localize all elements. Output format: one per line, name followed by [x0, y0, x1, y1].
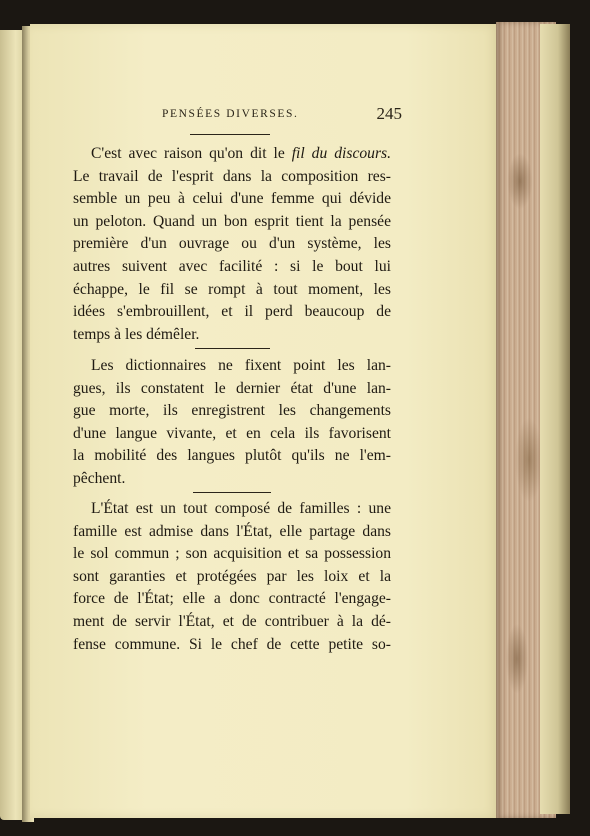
running-head: PENSÉES DIVERSES.	[162, 108, 299, 120]
text-line: échappe, le fil se rompt à tout moment, les	[73, 280, 391, 298]
page-header	[162, 104, 402, 128]
text-line: ment de servir l'État, et de contribuer à la dé-	[73, 612, 391, 630]
text-line: gue morte, ils enregistrent les changements	[73, 402, 391, 420]
text-line: pêchent.	[73, 469, 126, 487]
section-divider	[195, 348, 270, 349]
paragraph-etat	[73, 498, 391, 656]
italic-phrase: fil du discours.	[291, 145, 391, 162]
text-line: idées s'embrouillent, et il perd beaucoup de	[73, 303, 391, 321]
paragraph-fil-du-discours	[73, 143, 391, 346]
text-line: un peloton. Quand un bon esprit tient la pensée	[73, 212, 391, 230]
text-line: la mobilité des langues plutôt qu'ils ne l'em-	[73, 447, 391, 465]
book-cover-edge	[540, 24, 570, 814]
text-line: L'État est un tout composé de familles : une	[91, 500, 391, 517]
text-line: gues, ils constatent le dernier état d'une lan-	[73, 379, 391, 397]
text-line: d'une langue vivante, et en cela ils favorisent	[73, 424, 391, 442]
text-line: semble un peu à celui d'une femme qui dévide	[73, 190, 391, 208]
text-line: première d'un ouvrage ou d'un système, les	[73, 235, 391, 253]
text-line: C'est avec raison qu'on dit le fil du discours.	[91, 145, 391, 162]
page-number: 245	[376, 104, 402, 123]
text-line: sont garanties et protégées par les loix et la	[73, 567, 391, 585]
text-line: autres suivent avec facilité : si le bout lui	[73, 257, 391, 275]
text-line: force de l'État; elle a donc contracté l'engage-	[73, 590, 391, 608]
text-line: Les dictionnaires ne fixent point les lan-	[91, 357, 391, 374]
text-line: temps à les démêler.	[73, 325, 200, 343]
section-divider	[193, 492, 271, 493]
text-line: fense commune. Si le chef de cette petite so-	[73, 635, 391, 653]
text-line: le sol commun ; son acquisition et sa possession	[73, 545, 391, 563]
paragraph-dictionnaires	[73, 355, 391, 491]
text-line: Le travail de l'esprit dans la composition res-	[73, 167, 391, 185]
text-line: famille est admise dans l'État, elle partage dans	[73, 522, 391, 540]
section-divider	[190, 134, 270, 135]
